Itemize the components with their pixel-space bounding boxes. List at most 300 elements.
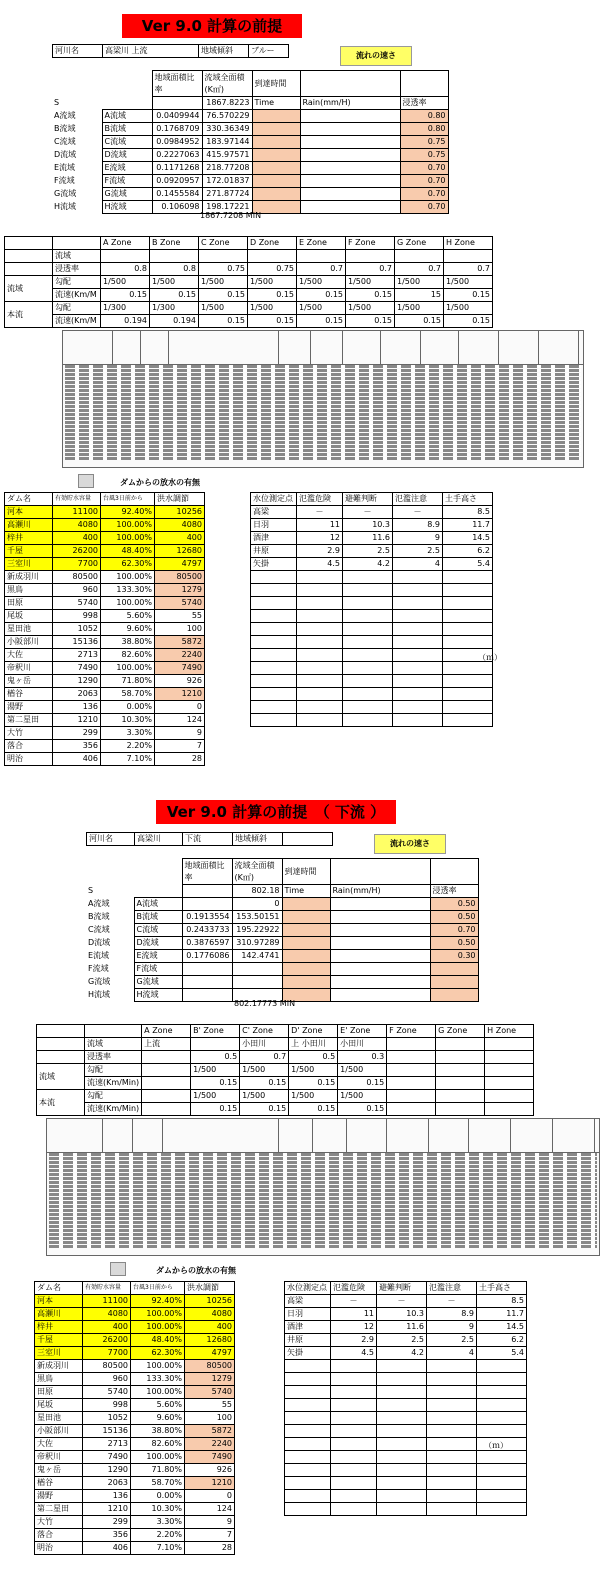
basin-left-label: E流域 [54,163,76,172]
section1-zone-table [4,236,493,328]
water-empty-cell [331,1399,377,1412]
water-row [285,1334,527,1347]
water-empty-cell [331,1412,377,1425]
slope-label: 地域傾斜 [199,45,249,58]
water-empty-cell [427,1386,477,1399]
dam-row [5,597,205,610]
basin-row [52,162,448,175]
dam-name: 第二星田 [5,714,53,727]
dam-capacity: 11100 [83,1295,131,1308]
basin-row [52,123,448,136]
water-empty-cell [251,584,297,597]
basin-ratio: 0.1171268 [152,162,202,175]
water-value: 2.5 [343,545,393,558]
water-value: 5.4 [477,1347,527,1360]
dam-ratio: 7.10% [101,753,155,766]
water-value: 5.4 [443,558,493,571]
basin-row [86,976,478,989]
water-empty-cell [427,1412,477,1425]
zone-row-label: 浸透率 [53,263,101,276]
col-ratio: 地域面積比率 [182,859,232,885]
zone-speed: 0.15 [338,1077,387,1090]
basin-ratio: 0.2227063 [152,149,202,162]
dam-ratio: 58.70% [131,1477,185,1490]
zone-inf: 0.5 [191,1051,240,1064]
zone-speed: 0.15 [150,289,199,302]
dam-row [35,1308,235,1321]
water-value: 11.6 [343,532,393,545]
basin-area: 183.97144 [202,136,252,149]
zone-head: E' Zone [338,1025,387,1038]
basin-area: 198.17221 [202,201,252,214]
dam-ratio: 62.30% [101,558,155,571]
dam-row [35,1490,235,1503]
dam-ratio: 38.80% [101,636,155,649]
dam-capacity: 998 [53,610,101,623]
dam-row [35,1373,235,1386]
dam-flood-control: 100 [185,1412,235,1425]
water-point: 酒津 [251,532,297,545]
dam-flood-control: 7490 [155,662,205,675]
basin-infiltration: 0.75 [400,149,448,162]
zone-name: 小田川 [338,1038,387,1051]
water-empty-cell [285,1425,331,1438]
basin-name: C流域 [134,924,182,937]
dam-flood-control: 7 [185,1529,235,1542]
basin-infiltration: 0.50 [430,898,478,911]
dam-row [5,571,205,584]
water-empty-cell [251,597,297,610]
dam-name: 河本 [5,506,53,519]
dam-flood-control: 5872 [155,636,205,649]
dam-capacity: 7490 [83,1451,131,1464]
basin-infiltration [430,989,478,1002]
water-value: 11.7 [443,519,493,532]
water-col-head: 避難判断 [377,1282,427,1295]
dam-col-head: 洪水調節 [155,493,205,506]
dam-ratio: 100.00% [131,1308,185,1321]
water-row [285,1347,527,1360]
water-empty-cell [343,571,393,584]
dam-flood-control: 1210 [155,688,205,701]
zone-slope: 1/500 [444,276,493,289]
water-row [251,506,493,519]
water-empty-row [285,1464,527,1477]
total-area: 802.18 [232,885,282,898]
water-empty-cell [331,1477,377,1490]
dam-ratio: 133.30% [101,584,155,597]
basin-name: H流域 [134,989,182,1002]
basin-ratio: 0.0984952 [152,136,202,149]
dam-col-head: 台風3日前から [131,1282,185,1295]
water-col-head: 避難判断 [343,493,393,506]
water-value: 14.5 [443,532,493,545]
basin-row [52,175,448,188]
dam-capacity: 80500 [83,1360,131,1373]
dam-flood-control: 4797 [155,558,205,571]
dam-row [5,727,205,740]
zone-inf: 0.7 [444,263,493,276]
zone-speed: 0.15 [395,315,444,328]
rain-label: Rain(mm/H) [300,97,400,110]
dam-flood-control: 28 [155,753,205,766]
basin-left-label: D流域 [88,938,111,947]
basin-area: 142.4741 [232,950,282,963]
dam-ratio: 100.00% [101,519,155,532]
dam-capacity: 960 [53,584,101,597]
water-empty-cell [477,1477,527,1490]
dam-capacity: 11100 [53,506,101,519]
dam-flood-control: 5740 [185,1386,235,1399]
dam-name: 星田池 [5,623,53,636]
dam-flood-control: 12680 [155,545,205,558]
s-label: S [88,886,94,895]
dam-capacity: 5740 [53,597,101,610]
water-value: 4.2 [343,558,393,571]
water-empty-row [285,1425,527,1438]
water-empty-cell [377,1373,427,1386]
water-empty-cell [477,1386,527,1399]
dam-row [35,1321,235,1334]
section1-water-level-table [250,492,493,727]
basin-area: 310.97289 [232,937,282,950]
basin-name: D流域 [134,937,182,950]
section2-dam-caption: ダムからの放水の有無 [156,1266,236,1275]
water-empty-cell [285,1438,331,1451]
dam-capacity: 7700 [53,558,101,571]
water-value: 8.5 [443,506,493,519]
basin-rain [300,175,400,188]
water-empty-cell [251,649,297,662]
water-value: 10.3 [377,1308,427,1321]
water-empty-cell [377,1477,427,1490]
zone-speed: 0.15 [297,289,346,302]
zone-head: F Zone [387,1025,436,1038]
zone-group-label: 本流 [5,302,53,328]
dam-ratio: 58.70% [101,688,155,701]
water-empty-cell [427,1451,477,1464]
basin-time [282,924,330,937]
zone-speed: 0.15 [289,1103,338,1116]
water-empty-cell [297,701,343,714]
basin-left-label: C流域 [88,925,110,934]
water-value: 4.5 [297,558,343,571]
zone-head: C Zone [199,237,248,250]
water-empty-cell [393,701,443,714]
dam-row [5,714,205,727]
water-empty-cell [285,1412,331,1425]
water-empty-cell [331,1360,377,1373]
section1-title: Ver 9.0 計算の前提 [122,14,302,38]
basin-row [86,898,478,911]
zone-row-label: 流速(Km/M [53,315,101,328]
dam-flood-control: 1279 [185,1373,235,1386]
zone-slope: 1/500 [395,276,444,289]
water-value: 11.6 [377,1321,427,1334]
water-empty-row [251,675,493,688]
dam-name: 大佐 [5,649,53,662]
dam-ratio: 2.20% [101,740,155,753]
basin-rain [300,188,400,201]
dam-flood-control: 0 [155,701,205,714]
zone-slope: 1/500 [248,276,297,289]
water-point: 矢掛 [251,558,297,571]
basin-time [252,162,300,175]
dam-flood-control: 28 [185,1542,235,1555]
river-name-value: 高梁川 [135,833,183,846]
water-empty-cell [427,1425,477,1438]
water-empty-cell [251,623,297,636]
basin-rain [330,963,430,976]
water-value: 8.9 [427,1308,477,1321]
water-empty-cell [393,610,443,623]
basin-name: A流域 [134,898,182,911]
dam-name: 河本 [35,1295,83,1308]
dam-row [5,532,205,545]
water-empty-cell [331,1464,377,1477]
water-col-head: 氾濫危険 [331,1282,377,1295]
river-name-value: 高梁川 上流 [103,45,199,58]
basin-name: C流域 [102,136,152,149]
basin-rain [300,149,400,162]
zone-slope: 1/500 [101,276,150,289]
zone-inf: 0.7 [346,263,395,276]
water-empty-cell [297,623,343,636]
basin-rain [330,976,430,989]
water-empty-row [251,571,493,584]
zone-speed: 0.15 [199,289,248,302]
basin-ratio [182,963,232,976]
zone-slope: 1/500 [289,1090,338,1103]
water-empty-cell [377,1503,427,1516]
dam-name: 帝釈川 [5,662,53,675]
basin-time [252,123,300,136]
zone-row-label: 流域 [85,1038,142,1051]
basin-infiltration: 0.30 [430,950,478,963]
dam-capacity: 80500 [53,571,101,584]
dam-name: 楢谷 [35,1477,83,1490]
zone-name: 上 小田川 [289,1038,338,1051]
basin-name: A流域 [102,110,152,123]
water-empty-cell [285,1451,331,1464]
zone-slope: 1/500 [240,1090,289,1103]
water-col-head: 土手高さ [477,1282,527,1295]
water-empty-cell [377,1490,427,1503]
water-empty-cell [393,688,443,701]
water-point: 酒津 [285,1321,331,1334]
zone-inf: 0.7 [240,1051,289,1064]
water-value: － [377,1295,427,1308]
basin-time [252,110,300,123]
basin-name: G流域 [134,976,182,989]
basin-ratio: 0.0920957 [152,175,202,188]
dam-capacity: 1052 [53,623,101,636]
water-empty-cell [393,571,443,584]
dam-col-head: 有効貯水容量 [53,493,101,506]
dam-capacity: 400 [53,532,101,545]
water-value: － [297,506,343,519]
basin-infiltration: 0.70 [400,188,448,201]
dam-name: 明治 [35,1542,83,1555]
water-empty-row [251,688,493,701]
water-empty-row [285,1373,527,1386]
dam-row [5,506,205,519]
rain-label: Rain(mm/H) [330,885,430,898]
water-empty-cell [343,584,393,597]
basin-ratio: 0.1776086 [182,950,232,963]
zone-row-label: 流速(Km/Min) [85,1077,142,1090]
zone-slope: 1/500 [297,302,346,315]
zone-slope: 1/500 [346,276,395,289]
time-label: Time [252,97,300,110]
river-name-label: 河川名 [87,833,135,846]
water-empty-cell [443,714,493,727]
zone-head: G Zone [436,1025,485,1038]
dam-row [5,649,205,662]
dam-flood-control: 9 [185,1516,235,1529]
water-point: 井原 [285,1334,331,1347]
water-empty-row [285,1399,527,1412]
dam-name: 尾坂 [35,1399,83,1412]
dam-ratio: 100.00% [101,662,155,675]
dam-capacity: 299 [83,1516,131,1529]
section1-dam-caption: ダムからの放水の有無 [120,478,200,487]
zone-head: G Zone [395,237,444,250]
dam-row [5,740,205,753]
dam-name: 三室川 [35,1347,83,1360]
total-area: 1867.8223 [202,97,252,110]
dam-flood-control: 12680 [185,1334,235,1347]
water-empty-cell [477,1360,527,1373]
slope-label: 地域傾斜 [233,833,283,846]
water-empty-cell [427,1490,477,1503]
zone-slope: 1/500 [199,276,248,289]
water-value: 4.5 [331,1347,377,1360]
section2-zone-table [36,1024,534,1116]
dam-row [35,1360,235,1373]
dam-ratio: 92.40% [131,1295,185,1308]
water-empty-cell [331,1425,377,1438]
basin-ratio: 0.0409944 [152,110,202,123]
basin-rain [300,123,400,136]
water-empty-cell [393,675,443,688]
dam-flood-control: 400 [185,1321,235,1334]
basin-left-label: B流域 [54,124,76,133]
dam-capacity: 26200 [83,1334,131,1347]
basin-infiltration: 0.75 [400,136,448,149]
dam-ratio: 71.80% [131,1464,185,1477]
basin-rain [300,110,400,123]
dam-name: 田原 [35,1386,83,1399]
water-empty-cell [477,1503,527,1516]
water-row [285,1308,527,1321]
dam-capacity: 4080 [83,1308,131,1321]
zone-group-label: 流域 [37,1064,85,1090]
dam-ratio: 3.30% [131,1516,185,1529]
water-empty-cell [427,1503,477,1516]
water-empty-cell [297,649,343,662]
dam-flood-control: 7 [155,740,205,753]
water-empty-cell [377,1438,427,1451]
zone-slope: 1/500 [191,1090,240,1103]
zone-group-label: 流域 [5,276,53,302]
water-point: 高梁 [285,1295,331,1308]
water-empty-cell [331,1438,377,1451]
dam-capacity: 356 [83,1529,131,1542]
basin-row [86,950,478,963]
zone-speed: 0.15 [191,1077,240,1090]
water-value: － [427,1295,477,1308]
basin-area: 76.570229 [202,110,252,123]
dam-row [35,1425,235,1438]
section1-basin-table [52,70,449,214]
dam-ratio: 62.30% [131,1347,185,1360]
basin-rain [300,201,400,214]
dam-flood-control: 5740 [155,597,205,610]
section2-sum-line: 802.17773 MIN [234,999,296,1008]
section1-header-table [52,44,289,58]
zone-inf: 0.7 [297,263,346,276]
basin-name: E流域 [134,950,182,963]
zone-slope: 1/300 [101,302,150,315]
dam-ratio: 82.60% [131,1438,185,1451]
dam-capacity: 5740 [83,1386,131,1399]
zone-row-label: 流速(Km/M [53,289,101,302]
dam-ratio: 38.80% [131,1425,185,1438]
zone-speed: 0.194 [150,315,199,328]
water-empty-cell [443,571,493,584]
water-row [251,532,493,545]
dam-col-head: 洪水調節 [185,1282,235,1295]
dam-ratio: 71.80% [101,675,155,688]
river-part: 下流 [183,833,233,846]
dam-row [5,558,205,571]
water-empty-cell [443,584,493,597]
section2-header-table [86,832,333,846]
dam-ratio: 100.00% [131,1360,185,1373]
basin-time [252,188,300,201]
water-empty-row [285,1503,527,1516]
dam-flood-control: 80500 [155,571,205,584]
water-empty-cell [477,1451,527,1464]
water-empty-row [251,714,493,727]
dam-name: 高瀬川 [35,1308,83,1321]
basin-ratio: 0.1455584 [152,188,202,201]
dam-capacity: 356 [53,740,101,753]
inf-label: 浸透率 [400,97,448,110]
water-value: 2.9 [297,545,343,558]
basin-row [86,911,478,924]
zone-row-label: 勾配 [53,302,101,315]
zone-head: D Zone [248,237,297,250]
water-col-head: 氾濫危険 [297,493,343,506]
col-time: 到達時間 [252,71,300,97]
zone-slope: 1/500 [297,276,346,289]
col-time: 到達時間 [282,859,330,885]
dam-col-head: 台風3日前から [101,493,155,506]
dam-flood-control: 80500 [185,1360,235,1373]
basin-name: G流域 [102,188,152,201]
dam-flood-control: 4080 [185,1308,235,1321]
basin-time [282,976,330,989]
water-value: 11 [331,1308,377,1321]
water-value: 9 [393,532,443,545]
water-empty-cell [427,1373,477,1386]
zone-row-label: 流域 [53,250,101,263]
dam-ratio: 0.00% [101,701,155,714]
dam-name: 大竹 [35,1516,83,1529]
water-empty-row [251,623,493,636]
